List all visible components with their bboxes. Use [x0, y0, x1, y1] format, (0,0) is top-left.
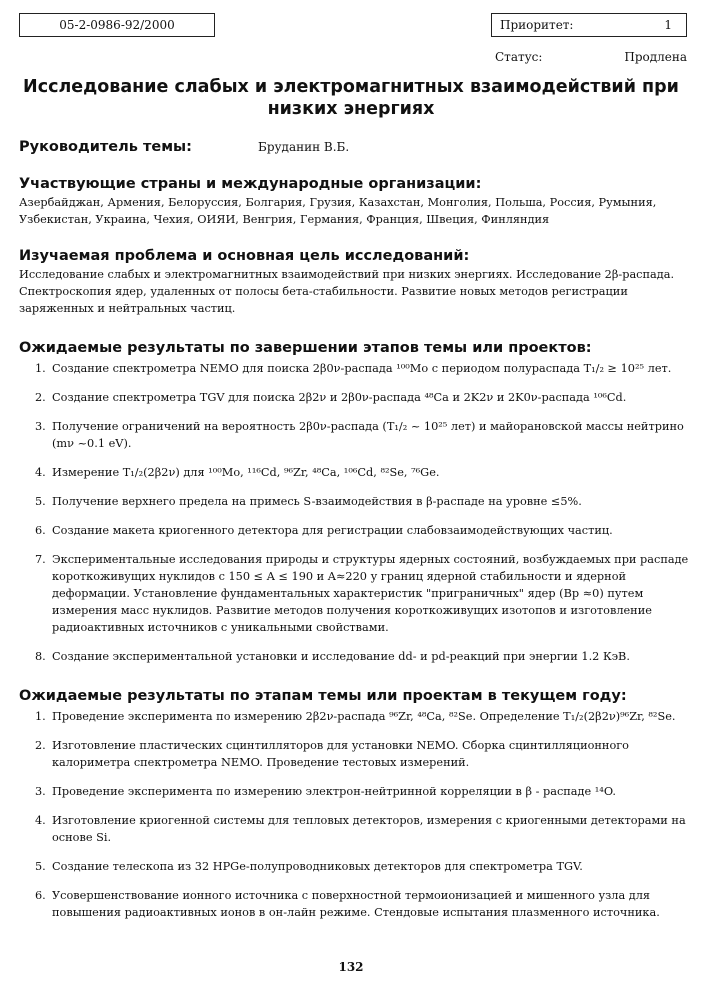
list-item: 6. Создание макета криогенного детектора для регистрации слабовзаимодействующих частиц.	[35, 524, 613, 537]
document-title: Исследование слабых и электромагнитных взаимодействий при низких энергиях	[23, 77, 679, 119]
list-item: 4. Измерение T₁/₂(2β2ν) для ¹⁰⁰Mo, ¹¹⁶Cd, ⁹⁶Zr, ⁴⁸Ca, ¹⁰⁶Cd, ⁸²Se, ⁷⁶Ge.	[35, 466, 440, 479]
theme-code-box	[19, 13, 215, 37]
list-item: 6. Усовершенствование ионного источника с поверхностной термоионизацией и мишенного узла для повышения радиоактивных ионов в он-лайн режиме. Стендовые испытания плазменного источника.	[35, 889, 660, 919]
countries-heading: Участвующие страны и международные организации:	[19, 176, 482, 192]
list-item: 2. Изготовление пластических сцинтилляторов для установки NEMO. Сборка сцинтилляционного калориметра спектрометра NEMO. Проведение тестовых измерений.	[35, 739, 629, 769]
priority-box	[491, 13, 687, 37]
priority-label: Приоритет:	[500, 18, 574, 32]
page-number: 132	[338, 960, 364, 974]
list-item: 2. Создание спектрометра TGV для поиска 2β2ν и 2β0ν-распада ⁴⁸Ca и 2K2ν и 2K0ν-распада ¹⁰⁶Cd.	[35, 391, 627, 404]
list-item: 5. Создание телескопа из 32 HPGe-полупроводниковых детекторов для спектрометра TGV.	[35, 860, 583, 873]
list-item: 3. Получение ограничений на вероятность 2β0ν-распада (T₁/₂ ~ 10²⁵ лет) и майорановской массы нейтрино (mν ~0.1 eV).	[35, 420, 684, 450]
problem-heading: Изучаемая проблема и основная цель исследований:	[19, 248, 470, 264]
status-value: Продлена	[624, 50, 687, 64]
expected-current-list	[19, 708, 689, 933]
list-item: 4. Изготовление криогенной системы для тепловых детекторов, измерения с криогенными детекторами на основе Si.	[35, 814, 686, 844]
status-label: Статус:	[495, 50, 543, 64]
list-item: 5. Получение верхнего предела на примесь S-взаимодействия в β-распаде на уровне ≤5%.	[35, 495, 582, 508]
list-item: 3. Проведение эксперимента по измерению электрон-нейтринной корреляции в β - распаде ¹⁴O.	[35, 785, 617, 798]
theme-code: 05-2-0986-92/2000	[59, 18, 175, 32]
list-item: 7. Экспериментальные исследования природы и структуры ядерных состояний, возбуждаемых при распаде короткоживущих нуклидов с 150 ≤ A ≤ 190 и A≈220 у границ ядерной стабильности и ядерной деформации. Установление фундаментальных характеристик "приграничных" ядер (Bp ≈0) путем измерения масс нуклидов. Развитие методов получения короткоживущих изотопов и изготовление радиоактивных источников с уникальными свойствами.	[35, 553, 689, 634]
list-item: 8. Создание экспериментальной установки и исследование dd- и pd-реакций при энергии 1.2 КэВ.	[35, 650, 630, 663]
leader-name: Бруданин В.Б.	[258, 140, 350, 154]
priority-value: 1	[664, 18, 672, 32]
countries-text: Азербайджан, Армения, Белоруссия, Болгария, Грузия, Казахстан, Монголия, Польша, Россия, Румыния, Узбекистан, Украина, Чехия, ОИЯИ, Венгрия, Германия, Франция, Швеция, Финляндия	[19, 196, 657, 226]
expected-current-heading: Ожидаемые результаты по этапам темы или проектам в текущем году:	[19, 688, 627, 704]
list-item: 1. Проведение эксперимента по измерению 2β2ν-распада ⁹⁶Zr, ⁴⁸Ca, ⁸²Se. Определение T₁/₂(2β2ν)⁹⁶Zr, ⁸²Se.	[35, 710, 676, 723]
expected-final-list	[19, 360, 689, 677]
status-line	[495, 50, 687, 64]
expected-final-heading: Ожидаемые результаты по завершении этапов темы или проектов:	[19, 340, 592, 356]
leader-label: Руководитель темы:	[19, 139, 192, 155]
list-item: 1. Создание спектрометра NEMO для поиска 2β0ν-распада ¹⁰⁰Mo с периодом полураспада T₁/₂ ≥ 10²⁵ лет.	[35, 362, 672, 375]
problem-text: Исследование слабых и электромагнитных взаимодействий при низких энергиях. Исследование 2β-распада. Спектроскопия ядер, удаленных от полосы бета-стабильности. Развитие новых методов регистрации заряженных и нейтральных частиц.	[19, 268, 675, 315]
